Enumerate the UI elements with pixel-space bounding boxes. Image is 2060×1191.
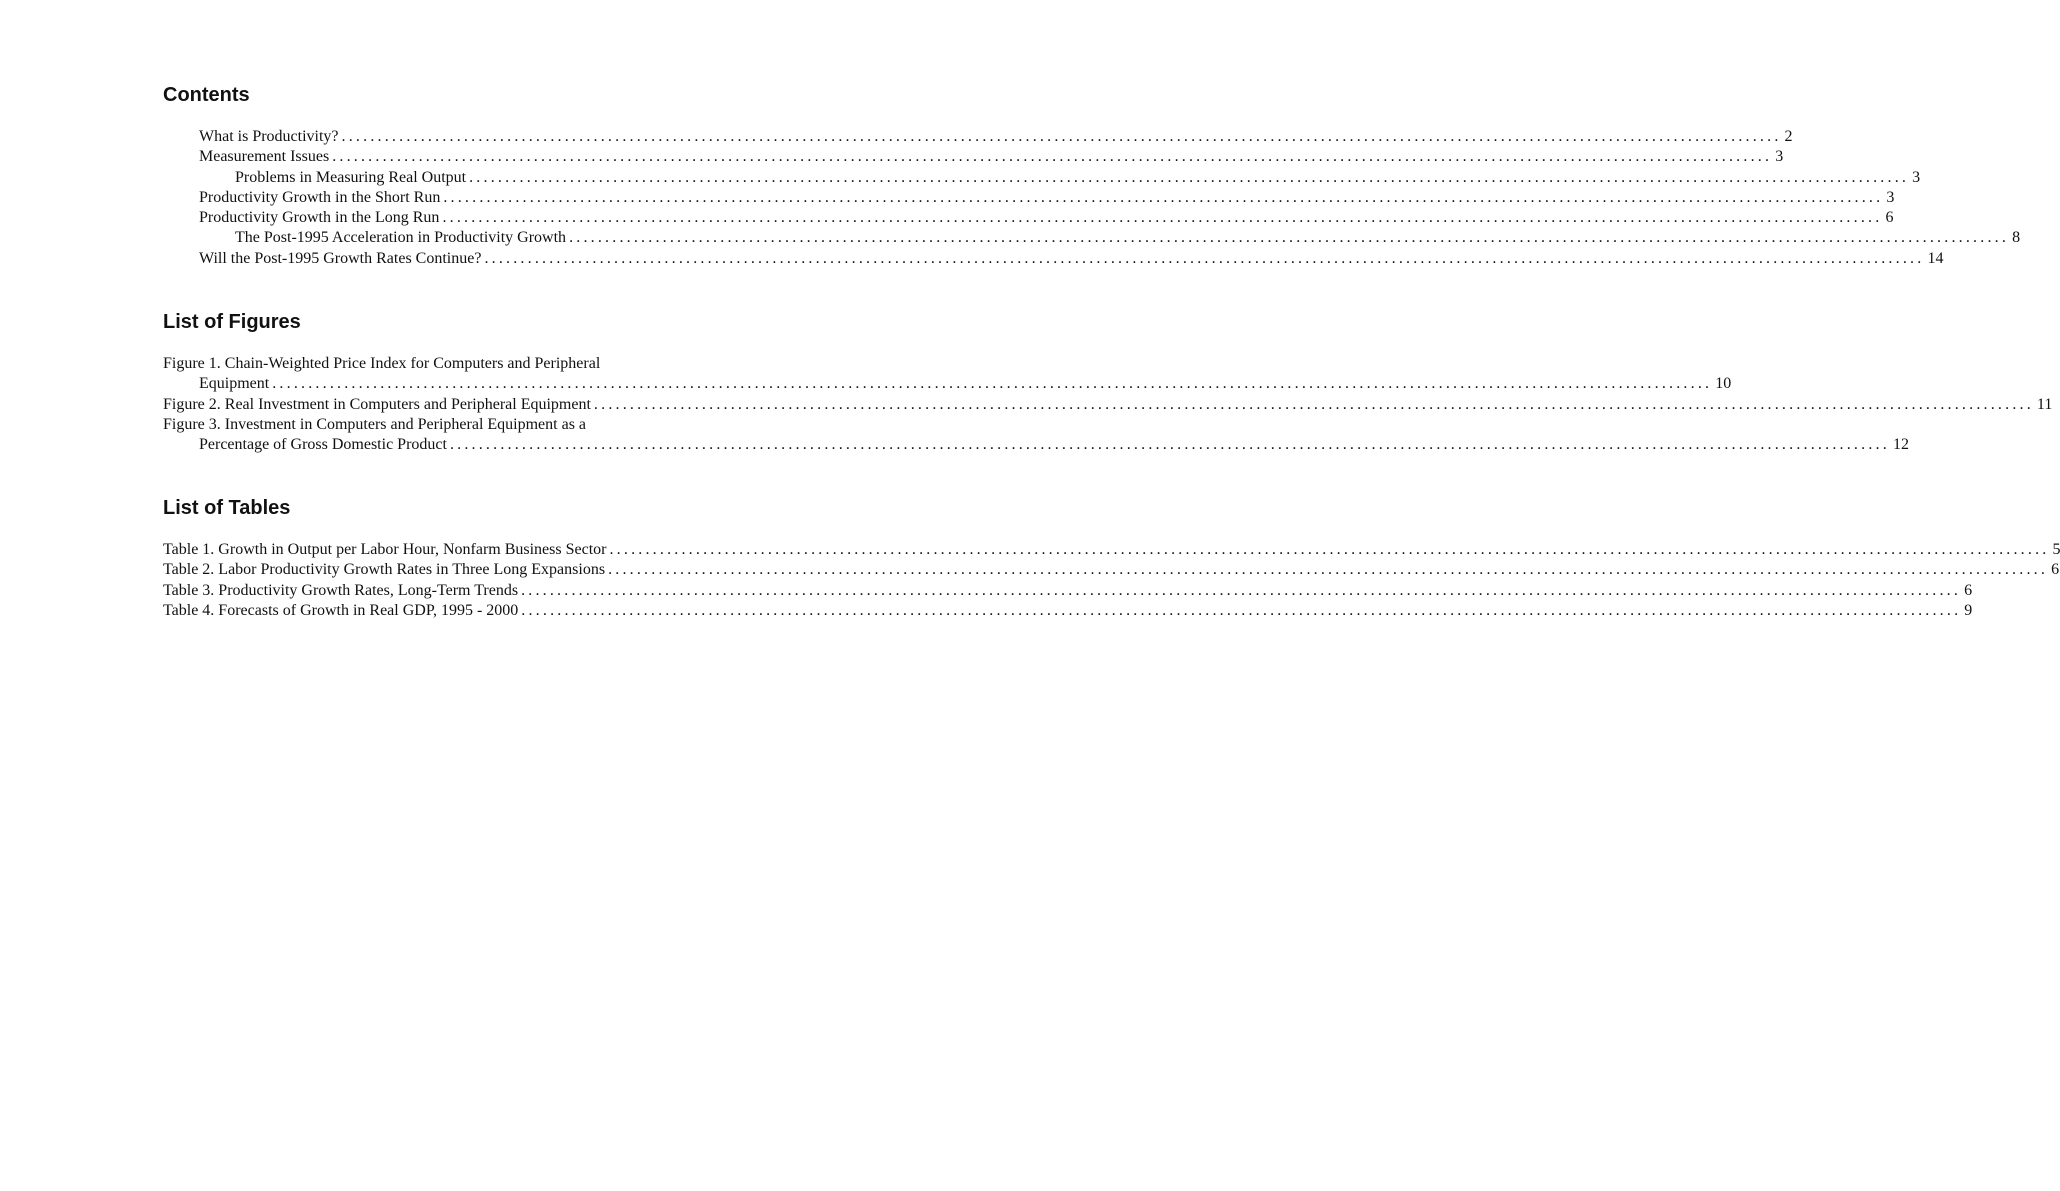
figure-entry-page: 10 [1715,375,1732,393]
toc-entry[interactable] [163,127,1793,147]
dot-leader: ........................................................................................................................................................................................................ [569,229,2010,247]
table-entry-page: 5 [2052,541,2060,558]
tables-heading: List of Tables [163,497,291,519]
toc-entry[interactable] [163,147,1784,167]
dot-leader: ........................................................................................................................................................................................................ [443,188,1884,206]
dot-leader: ........................................................................................................................................................................................................ [521,601,1962,619]
dot-leader: ........................................................................................................................................................................................................ [332,148,1773,166]
table-entry-page: 9 [1964,601,1973,619]
toc-entry-title: Productivity Growth in the Long Run [199,209,440,227]
figures-heading: List of Figures [163,311,301,333]
figure-entry-page: 11 [2036,395,2053,413]
toc-entry-title: Measurement Issues [199,148,330,166]
figure-entry[interactable] [163,395,2053,415]
dot-leader: ........................................................................................................................................................................................................ [593,395,2034,413]
toc-entry-title: Problems in Measuring Real Output [235,168,467,186]
toc-entry-page: 14 [1927,249,1944,267]
table-entry[interactable] [163,560,2060,580]
dot-leader: ........................................................................................................................................................................................................ [484,249,1925,267]
table-entry-page: 6 [1964,581,1973,599]
table-entry[interactable] [163,581,1973,601]
toc-subentry[interactable] [163,228,2021,248]
dot-leader: ........................................................................................................................................................................................................ [449,436,1890,454]
toc-subentry[interactable] [163,168,1921,188]
table-entry-page: 6 [2051,561,2060,579]
dot-leader: ........................................................................................................................................................................................................ [608,561,2049,579]
figure-entry-line1[interactable]: Figure 3. Investment in Computers and Peripheral Equipment as a [163,415,587,433]
table-entry[interactable] [163,601,1973,621]
toc-entry[interactable] [163,208,1894,228]
table-entry-title: Table 1. Growth in Output per Labor Hour, Nonfarm Business Sector [163,541,607,558]
figure-entry-page: 12 [1892,436,1909,454]
dot-leader: ........................................................................................................................................................................................................ [442,209,1883,227]
dot-leader: ........................................................................................................................................................................................................ [469,168,1910,186]
tables-list [163,540,2060,621]
figure-entry-line1[interactable]: Figure 1. Chain-Weighted Price Index for Computers and Peripheral [163,355,601,372]
dot-leader: ........................................................................................................................................................................................................ [272,375,1713,393]
contents-heading: Contents [163,84,250,106]
dot-leader: ........................................................................................................................................................................................................ [609,541,2050,558]
toc-entry-page: 6 [1885,209,1894,227]
figure-entry-title: Equipment [199,375,270,393]
figure-entry-title: Percentage of Gross Domestic Product [199,436,447,454]
figure-entry-title: Figure 2. Real Investment in Computers and Peripheral Equipment [163,395,591,413]
toc-entry[interactable] [163,188,1895,208]
toc-entry-page: 3 [1775,148,1784,166]
table-entry[interactable] [163,540,2060,560]
toc-entry-title: Will the Post-1995 Growth Rates Continue? [199,249,482,267]
toc-entry-page: 3 [1912,168,1921,186]
table-entry-title: Table 3. Productivity Growth Rates, Long-Term Trends [163,581,519,599]
figure-entry[interactable] [163,374,1732,394]
figure-entry[interactable] [163,435,1909,455]
figures-list [163,354,2053,455]
toc-entry-page: 8 [2012,229,2021,247]
dot-leader: ........................................................................................................................................................................................................ [521,581,1962,599]
dot-leader: ........................................................................................................................................................................................................ [341,128,1782,145]
toc-entry-title: Productivity Growth in the Short Run [199,188,441,206]
toc-entry[interactable] [163,249,1944,269]
toc-entry-title: What is Productivity? [199,128,339,145]
contents-list [163,127,2021,269]
table-entry-title: Table 4. Forecasts of Growth in Real GDP, 1995 - 2000 [163,601,519,619]
table-entry-title: Table 2. Labor Productivity Growth Rates in Three Long Expansions [163,561,606,579]
toc-entry-title: The Post-1995 Acceleration in Productivity Growth [235,229,567,247]
toc-entry-page: 2 [1784,128,1793,145]
toc-entry-page: 3 [1886,188,1895,206]
